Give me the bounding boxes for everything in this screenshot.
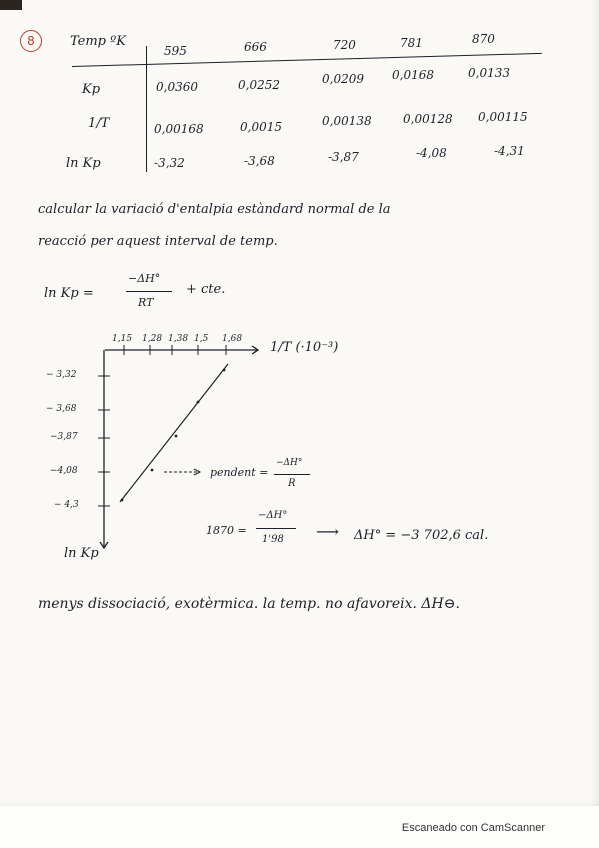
temp-cell: 720 (333, 38, 356, 52)
kp-cell: 0,0209 (322, 72, 364, 86)
temp-cell: 870 (472, 32, 495, 46)
equation-lhs: ln Kp = (44, 286, 94, 301)
scanner-watermark: Escaneado con CamScanner (401, 822, 545, 834)
conclusion-text: menys dissociació, exotèrmica. la temp. no afavoreix. ΔH⊖. (38, 596, 460, 612)
ln-kp-cell: -3,32 (154, 156, 185, 170)
ln-kp-cell: -4,08 (416, 146, 447, 160)
kp-cell: 0,0360 (156, 80, 198, 94)
kp-cell: 0,0133 (468, 66, 510, 80)
calc-arrow: ⟶ (316, 522, 339, 541)
inv-t-cell: 0,00138 (322, 114, 372, 128)
calc-denominator: 1'98 (262, 534, 284, 545)
data-point (223, 369, 226, 372)
temp-cell: 666 (244, 40, 267, 54)
calc-result: ΔH° = −3 702,6 cal. (354, 528, 489, 543)
fit-line (120, 364, 228, 502)
temp-cell: 781 (400, 36, 423, 50)
slope-label: pendent = (210, 466, 269, 479)
y-tick-label: − 3,32 (46, 370, 77, 380)
row-label-kp: Kp (82, 82, 101, 97)
x-axis-label: 1/T (·10⁻³) (270, 340, 339, 355)
ln-kp-cell: -3,68 (244, 154, 275, 168)
x-tick-label: 1,38 (168, 334, 189, 344)
inv-t-cell: 0,00168 (154, 122, 204, 136)
y-tick-label: −4,08 (50, 466, 78, 476)
y-tick-label: − 4,3 (54, 500, 79, 510)
equation-constant: + cte. (186, 282, 226, 297)
row-label-ln-kp: ln Kp (66, 156, 101, 171)
x-tick-label: 1,5 (194, 334, 209, 344)
y-axis-label: ln Kp (64, 546, 99, 561)
slope-numerator: −ΔH° (276, 458, 303, 468)
data-point (197, 401, 200, 404)
calc-fraction-bar (256, 528, 296, 529)
statement-line-1: calcular la variació d'entalpia estàndard normal de la (38, 202, 391, 217)
x-tick-label: 1,28 (142, 334, 163, 344)
equation-numerator: −ΔH° (128, 272, 161, 285)
statement-line-2: reacció per aquest interval de temp. (38, 234, 278, 249)
calc-numerator: −ΔH° (258, 510, 288, 521)
x-tick-label: 1,68 (222, 334, 243, 344)
kp-cell: 0,0168 (392, 68, 434, 82)
data-point (175, 435, 178, 438)
ln-kp-cell: -4,31 (494, 144, 525, 158)
ln-kp-cell: -3,87 (328, 150, 359, 164)
row-label-inv-t: 1/T (88, 116, 110, 131)
slope-denominator: R (288, 478, 296, 489)
slope-fraction-bar (274, 474, 310, 475)
temp-cell: 595 (164, 44, 187, 58)
y-tick-label: −3,87 (50, 432, 78, 442)
y-tick-label: − 3,68 (46, 404, 77, 414)
kp-cell: 0,0252 (238, 78, 280, 92)
x-tick-label: 1,15 (112, 334, 133, 344)
table-header-label: Temp ºK (70, 34, 126, 49)
equation-denominator: RT (138, 296, 154, 309)
data-point (151, 469, 154, 472)
data-point (121, 499, 124, 502)
inv-t-cell: 0,00115 (478, 110, 528, 124)
inv-t-cell: 0,00128 (403, 112, 453, 126)
inv-t-cell: 0,0015 (240, 120, 282, 134)
problem-number: 8 (27, 34, 35, 48)
calc-lhs: 1870 = (206, 524, 247, 537)
